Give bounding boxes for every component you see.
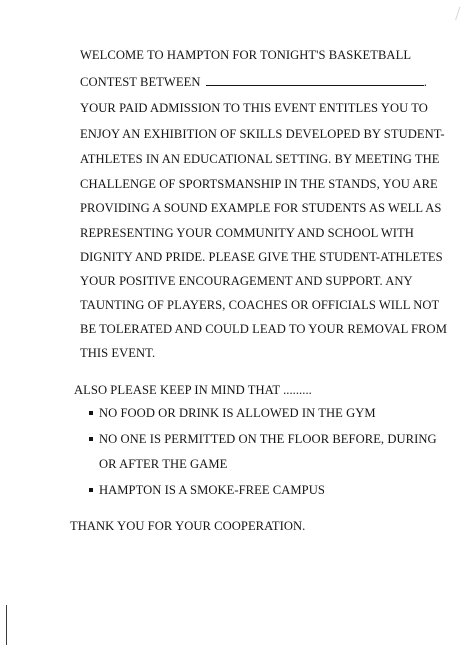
bullet-item-continuation: OR AFTER THE GAME — [99, 457, 228, 471]
contest-line — [80, 75, 427, 90]
bullet-item: HAMPTON IS A SMOKE-FREE CAMPUS — [99, 483, 325, 497]
bullet-icon — [89, 488, 93, 492]
contest-label: CONTEST BETWEEN — [80, 75, 201, 89]
paragraph-line: PROVIDING A SOUND EXAMPLE FOR STUDENTS AS WELL AS — [80, 201, 442, 215]
scan-mark — [455, 7, 470, 24]
also-intro: ALSO PLEASE KEEP IN MIND THAT ......... — [74, 383, 312, 397]
paragraph-line: REPRESENTING YOUR COMMUNITY AND SCHOOL WITH — [80, 226, 414, 240]
bullet-item: NO ONE IS PERMITTED ON THE FLOOR BEFORE, DURING — [99, 432, 437, 446]
paragraph-line: ENJOY AN EXHIBITION OF SKILLS DEVELOPED BY STUDENT- — [80, 127, 445, 141]
closing-line: THANK YOU FOR YOUR COOPERATION. — [70, 519, 306, 533]
bullet-icon — [89, 411, 93, 415]
paragraph-line: THIS EVENT. — [80, 346, 156, 360]
bullet-item: NO FOOD OR DRINK IS ALLOWED IN THE GYM — [99, 406, 376, 420]
paragraph-line: DIGNITY AND PRIDE. PLEASE GIVE THE STUDENT-ATHLETES — [80, 250, 443, 264]
bullet-icon — [89, 437, 93, 441]
blank-fill-line — [206, 75, 424, 86]
paragraph-line: ATHLETES IN AN EDUCATIONAL SETTING. BY MEETING THE — [80, 152, 440, 166]
paragraph-line: CHALLENGE OF SPORTSMANSHIP IN THE STANDS, YOU ARE — [80, 177, 438, 191]
paragraph-line: YOUR PAID ADMISSION TO THIS EVENT ENTITLES YOU TO — [80, 101, 428, 115]
paragraph-line: YOUR POSITIVE ENCOURAGEMENT AND SUPPORT. ANY — [80, 274, 413, 288]
paragraph-line: TAUNTING OF PLAYERS, COACHES OR OFFICIALS WILL NOT — [80, 298, 440, 312]
scan-edge-mark — [6, 605, 7, 645]
contest-period: . — [423, 75, 427, 89]
paragraph-line: BE TOLERATED AND COULD LEAD TO YOUR REMOVAL FROM — [80, 322, 447, 336]
welcome-line: WELCOME TO HAMPTON FOR TONIGHT'S BASKETBALL — [80, 48, 412, 62]
